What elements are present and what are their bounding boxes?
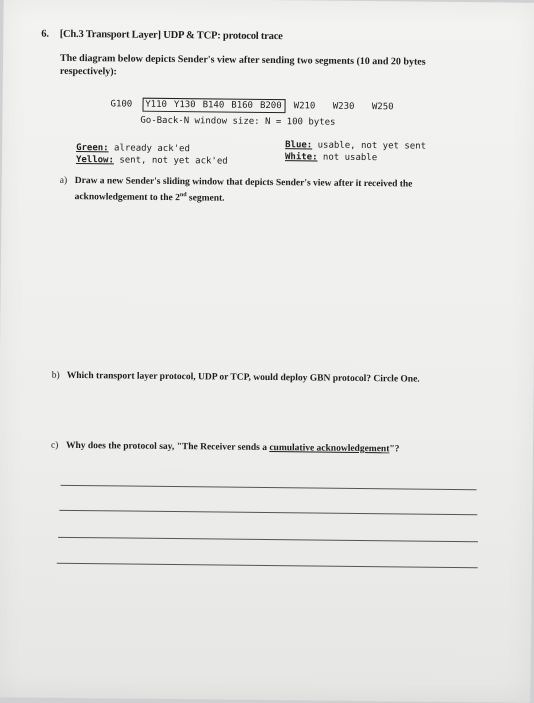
legend-white-key: White:: [284, 152, 318, 163]
part-a: [60, 175, 460, 208]
legend-yellow-text: sent, not yet ack'ed: [119, 155, 228, 167]
answer-line-3[interactable]: [58, 537, 478, 542]
after-seq-2: W230: [332, 101, 355, 112]
window-seq-4: B160: [231, 100, 254, 111]
sequence-diagram: [110, 97, 405, 114]
legend-left: [76, 142, 228, 168]
legend-blue-text: usable, not yet sent: [317, 140, 427, 152]
legend-yellow: [76, 154, 228, 168]
legend-yellow-key: Yellow:: [75, 154, 114, 166]
part-c-tag: c): [50, 440, 59, 451]
part-a-line-2-end: segment.: [186, 193, 225, 204]
seq-after-window: [294, 101, 406, 112]
legend-white-text: not usable: [322, 152, 378, 164]
sliding-window-box: [142, 98, 286, 114]
part-c-text: Why does the protocol say, "The Receiver sends a: [65, 440, 270, 454]
question-header: [41, 29, 282, 43]
intro-line-2: respectively):: [59, 65, 117, 78]
legend-green-key: Green:: [76, 142, 109, 154]
legend-white: [285, 151, 426, 164]
legend-blue-key: Blue:: [285, 140, 313, 151]
part-a-line-1: Draw a new Sender's sliding window that depicts Sender's view after it received the: [74, 175, 413, 190]
part-c-underlined: cumulative acknowledgement: [269, 443, 390, 455]
answer-line-2[interactable]: [59, 510, 477, 515]
question-number: 6.: [41, 28, 49, 40]
intro-line-1: The diagram below depicts Sender's view after sending two segments (10 and 20 bytes: [59, 52, 426, 68]
after-seq-3: W250: [371, 102, 394, 113]
answer-line-4[interactable]: [57, 563, 478, 568]
window-seq-1: Y110: [145, 99, 167, 110]
window-seq-5: B200: [259, 100, 282, 112]
seq-before-window: G100: [110, 99, 133, 110]
window-seq-3: B140: [202, 100, 225, 111]
answer-line-1[interactable]: [61, 485, 477, 490]
part-c-text-end: "?: [389, 444, 400, 455]
legend-right: [285, 139, 426, 164]
part-b: [52, 370, 420, 387]
question-title: [Ch.3 Transport Layer] UDP & TCP: protocol trace: [59, 28, 283, 43]
part-b-text: Which transport layer protocol, UDP or TCP, would deploy GBN protocol? Circle One.: [66, 370, 420, 385]
part-b-tag: b): [51, 370, 60, 381]
part-a-superscript: nd: [179, 192, 187, 199]
intro-text: [60, 52, 480, 82]
legend-green-text: already ack'ed: [113, 143, 190, 155]
part-a-tag: a): [59, 175, 68, 186]
part-c: [51, 440, 400, 457]
part-a-line-2: acknowledgement to the 2: [74, 192, 180, 204]
after-seq-1: W210: [293, 101, 316, 112]
window-seq-2: Y130: [173, 100, 196, 111]
window-size-caption: Go-Back-N window size: N = 100 bytes: [140, 115, 336, 128]
